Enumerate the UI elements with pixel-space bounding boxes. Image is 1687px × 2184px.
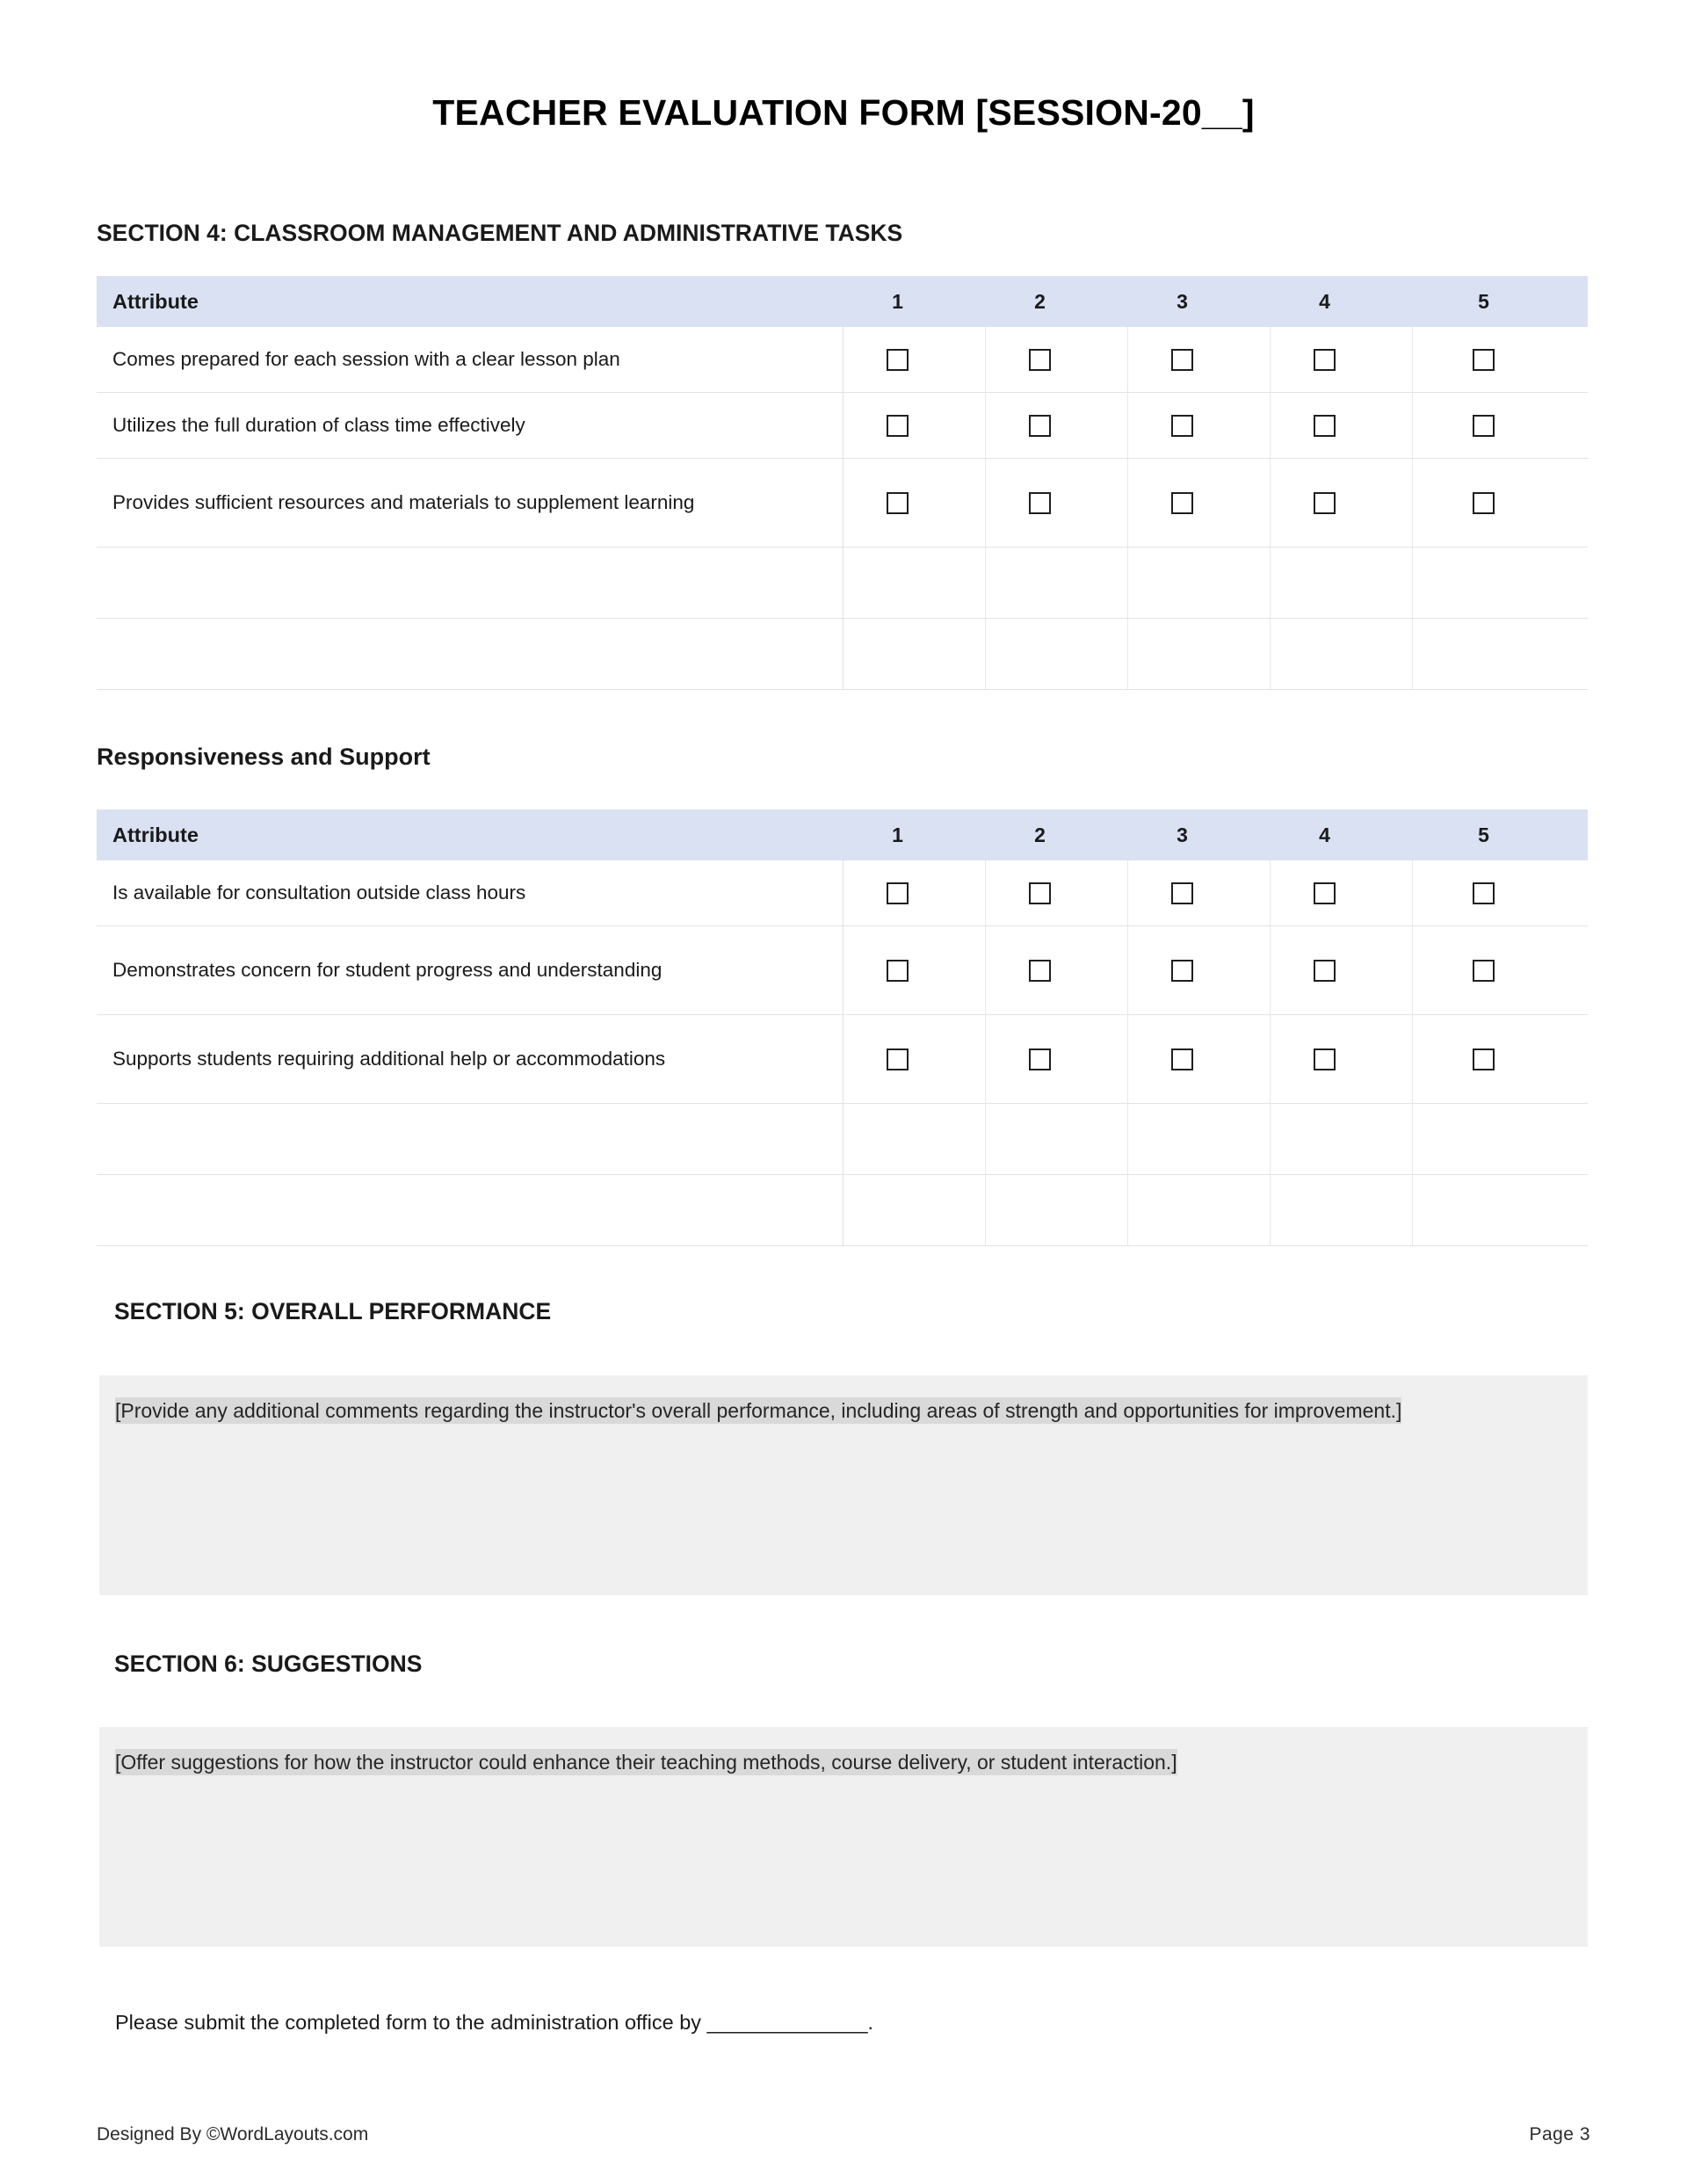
rating-cell-1[interactable] [843, 548, 985, 619]
rating-cell-1[interactable] [843, 327, 985, 393]
checkbox-icon[interactable] [1314, 960, 1336, 982]
rating-cell-3[interactable] [1127, 860, 1270, 926]
overall-performance-textarea[interactable] [99, 1375, 1588, 1595]
rating-cell-3[interactable] [1127, 1015, 1270, 1104]
checkbox-icon[interactable] [1171, 415, 1193, 437]
rating-cell-3[interactable] [1127, 1104, 1270, 1175]
attribute-label: Comes prepared for each session with a clear lesson plan [97, 327, 843, 393]
rating-cell-5[interactable] [1412, 548, 1588, 619]
rating-cell-5[interactable] [1412, 1015, 1588, 1104]
submission-note: Please submit the completed form to the administration office by ______________. [115, 2011, 874, 2034]
column-header-attribute: Attribute [97, 276, 843, 327]
rating-cell-5[interactable] [1412, 327, 1588, 393]
rating-cell-5[interactable] [1412, 926, 1588, 1015]
table-row [97, 393, 1588, 459]
checkbox-icon[interactable] [1473, 960, 1495, 982]
rating-cell-2[interactable] [985, 1175, 1127, 1246]
suggestions-textarea[interactable] [99, 1727, 1588, 1947]
rating-cell-4[interactable] [1270, 393, 1412, 459]
checkbox-icon[interactable] [1029, 1048, 1051, 1070]
rating-cell-1[interactable] [843, 926, 985, 1015]
checkbox-icon[interactable] [1171, 1048, 1193, 1070]
rating-cell-4[interactable] [1270, 1015, 1412, 1104]
column-header-rating-1: 1 [843, 809, 985, 860]
rating-cell-4[interactable] [1270, 926, 1412, 1015]
checkbox-icon[interactable] [1314, 415, 1336, 437]
checkbox-icon[interactable] [1473, 415, 1495, 437]
rating-cell-5[interactable] [1412, 393, 1588, 459]
rating-cell-2[interactable] [985, 619, 1127, 690]
rating-cell-1[interactable] [843, 393, 985, 459]
checkbox-icon[interactable] [1171, 960, 1193, 982]
checkbox-icon[interactable] [1314, 492, 1336, 514]
checkbox-icon[interactable] [1314, 882, 1336, 904]
checkbox-icon[interactable] [887, 1048, 909, 1070]
footer-page-number: Page 3 [1529, 2124, 1590, 2144]
column-header-rating-2: 2 [985, 809, 1127, 860]
checkbox-icon[interactable] [1171, 882, 1193, 904]
table-row [97, 1175, 1588, 1246]
page-footer [0, 2108, 1687, 2161]
section-4-heading: SECTION 4: CLASSROOM MANAGEMENT AND ADMINISTRATIVE TASKS [97, 220, 903, 246]
rating-cell-3[interactable] [1127, 393, 1270, 459]
column-header-rating-3: 3 [1127, 809, 1270, 860]
rating-cell-3[interactable] [1127, 548, 1270, 619]
attribute-label: Provides sufficient resources and materials to supplement learning [97, 459, 843, 548]
checkbox-icon[interactable] [887, 960, 909, 982]
rating-cell-1[interactable] [843, 860, 985, 926]
rating-cell-4[interactable] [1270, 548, 1412, 619]
page-title: TEACHER EVALUATION FORM [SESSION-20__] [432, 92, 1255, 133]
attribute-label[interactable] [97, 548, 843, 619]
rating-cell-5[interactable] [1412, 860, 1588, 926]
rating-cell-5[interactable] [1412, 459, 1588, 548]
rating-cell-3[interactable] [1127, 619, 1270, 690]
column-header-rating-4: 4 [1270, 276, 1412, 327]
rating-cell-2[interactable] [985, 327, 1127, 393]
attribute-label: Supports students requiring additional help or accommodations [97, 1015, 843, 1104]
table-row [97, 926, 1588, 1015]
rating-cell-3[interactable] [1127, 1175, 1270, 1246]
column-header-attribute: Attribute [97, 809, 843, 860]
checkbox-icon[interactable] [1314, 349, 1336, 371]
table-row [97, 860, 1588, 926]
checkbox-icon[interactable] [1171, 492, 1193, 514]
checkbox-icon[interactable] [887, 882, 909, 904]
rating-cell-4[interactable] [1270, 619, 1412, 690]
column-header-rating-3: 3 [1127, 276, 1270, 327]
responsiveness-heading: Responsiveness and Support [97, 744, 431, 770]
section-4-rating-table [97, 276, 1588, 690]
rating-cell-2[interactable] [985, 1015, 1127, 1104]
rating-cell-5[interactable] [1412, 1175, 1588, 1246]
responsiveness-rating-table [97, 809, 1588, 1246]
rating-cell-2[interactable] [985, 926, 1127, 1015]
column-header-rating-2: 2 [985, 276, 1127, 327]
attribute-label: Is available for consultation outside class hours [97, 860, 843, 926]
rating-cell-4[interactable] [1270, 327, 1412, 393]
rating-cell-4[interactable] [1270, 459, 1412, 548]
checkbox-icon[interactable] [1473, 882, 1495, 904]
checkbox-icon[interactable] [887, 492, 909, 514]
table-row [97, 1015, 1588, 1104]
attribute-label[interactable] [97, 1104, 843, 1175]
rating-cell-2[interactable] [985, 860, 1127, 926]
rating-cell-2[interactable] [985, 1104, 1127, 1175]
rating-cell-1[interactable] [843, 1175, 985, 1246]
rating-cell-2[interactable] [985, 393, 1127, 459]
checkbox-icon[interactable] [1029, 349, 1051, 371]
section-5-heading: SECTION 5: OVERALL PERFORMANCE [114, 1298, 552, 1324]
suggestions-placeholder: [Offer suggestions for how the instructor could enhance their teaching methods, course delivery, or student interaction.] [115, 1751, 1177, 1774]
checkbox-icon[interactable] [887, 349, 909, 371]
rating-cell-1[interactable] [843, 1104, 985, 1175]
checkbox-icon[interactable] [1029, 492, 1051, 514]
rating-cell-5[interactable] [1412, 619, 1588, 690]
overall-performance-placeholder: [Provide any additional comments regarding the instructor's overall performance, including areas of strength and opportunities for improvement.] [115, 1399, 1402, 1422]
rating-cell-1[interactable] [843, 459, 985, 548]
checkbox-icon[interactable] [1029, 960, 1051, 982]
rating-cell-4[interactable] [1270, 860, 1412, 926]
table-row [97, 327, 1588, 393]
checkbox-icon[interactable] [1473, 1048, 1495, 1070]
table-row [97, 459, 1588, 548]
table-header-row [97, 276, 1588, 327]
checkbox-icon[interactable] [1314, 1048, 1336, 1070]
attribute-label[interactable] [97, 619, 843, 690]
checkbox-icon[interactable] [1473, 349, 1495, 371]
table-row [97, 548, 1588, 619]
attribute-label[interactable] [97, 1175, 843, 1246]
rating-cell-2[interactable] [985, 459, 1127, 548]
column-header-rating-5: 5 [1412, 809, 1588, 860]
checkbox-icon[interactable] [1029, 882, 1051, 904]
rating-cell-3[interactable] [1127, 926, 1270, 1015]
rating-cell-4[interactable] [1270, 1175, 1412, 1246]
footer-credit: Designed By ©WordLayouts.com [97, 2124, 369, 2144]
column-header-rating-5: 5 [1412, 276, 1588, 327]
attribute-label: Demonstrates concern for student progress and understanding [97, 926, 843, 1015]
checkbox-icon[interactable] [1029, 415, 1051, 437]
rating-cell-1[interactable] [843, 1015, 985, 1104]
table-row [97, 1104, 1588, 1175]
table-row [97, 619, 1588, 690]
rating-cell-1[interactable] [843, 619, 985, 690]
rating-cell-3[interactable] [1127, 459, 1270, 548]
rating-cell-2[interactable] [985, 548, 1127, 619]
checkbox-icon[interactable] [1473, 492, 1495, 514]
column-header-rating-4: 4 [1270, 809, 1412, 860]
checkbox-icon[interactable] [1171, 349, 1193, 371]
table-header-row [97, 809, 1588, 860]
rating-cell-3[interactable] [1127, 327, 1270, 393]
attribute-label: Utilizes the full duration of class time effectively [97, 393, 843, 459]
rating-cell-5[interactable] [1412, 1104, 1588, 1175]
rating-cell-4[interactable] [1270, 1104, 1412, 1175]
checkbox-icon[interactable] [887, 415, 909, 437]
section-6-heading: SECTION 6: SUGGESTIONS [114, 1651, 423, 1677]
column-header-rating-1: 1 [843, 276, 985, 327]
